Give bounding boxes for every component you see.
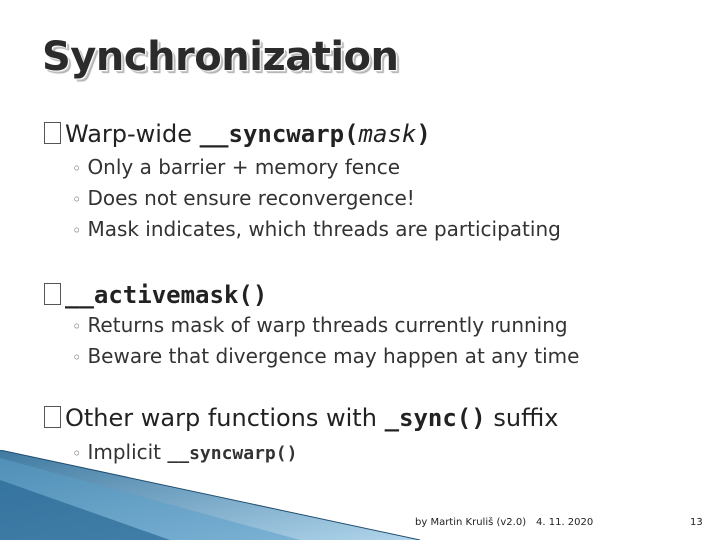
footer-date: 4. 11. 2020	[536, 517, 594, 528]
code-syncwarp-implicit: __syncwarp()	[167, 443, 298, 464]
bullet-box-icon	[44, 122, 61, 144]
sub-bullet-text: Mask indicates, which threads are participating	[87, 217, 561, 241]
code-activemask: __activemask()	[65, 281, 268, 309]
bullet-text: Other warp functions with	[65, 404, 385, 432]
bullet-other-warp-functions	[44, 404, 558, 432]
code-mask-param: mask	[358, 120, 417, 148]
ring-bullet-icon: ◦	[72, 190, 82, 209]
bullet-warp-wide	[44, 120, 431, 148]
sub-bullet-text: Beware that divergence may happen at any time	[87, 344, 580, 368]
ring-bullet-icon: ◦	[72, 444, 82, 463]
slide-title: Synchronization	[42, 34, 399, 80]
bullet-text: suffix	[485, 404, 559, 432]
sub-bullet-text: Does not ensure reconvergence!	[87, 186, 415, 210]
decorative-wedge	[0, 450, 720, 540]
bullet-text: Warp-wide	[65, 120, 200, 148]
sub-bullet-text: Only a barrier + memory fence	[87, 155, 401, 179]
ring-bullet-icon: ◦	[72, 317, 82, 336]
sub-bullet	[72, 186, 415, 210]
footer-author: by Martin Kruliš (v2.0)	[415, 517, 527, 528]
code-sync-suffix: _sync()	[384, 404, 486, 432]
footer-page-number: 13	[690, 517, 703, 528]
ring-bullet-icon: ◦	[72, 348, 82, 367]
ring-bullet-icon: ◦	[72, 221, 82, 240]
bullet-box-icon	[44, 283, 61, 305]
sub-bullet	[72, 313, 568, 337]
sub-bullet	[72, 155, 400, 179]
sub-bullet-text: Implicit	[87, 440, 168, 464]
sub-bullet	[72, 217, 561, 241]
ring-bullet-icon: ◦	[72, 159, 82, 178]
bullet-box-icon	[44, 406, 61, 428]
sub-bullet-text: Returns mask of warp threads currently running	[87, 313, 568, 337]
sub-bullet	[72, 344, 579, 368]
code-syncwarp: __syncwarp(	[199, 120, 359, 148]
code-close-paren: )	[416, 120, 431, 148]
bullet-activemask	[44, 281, 267, 309]
